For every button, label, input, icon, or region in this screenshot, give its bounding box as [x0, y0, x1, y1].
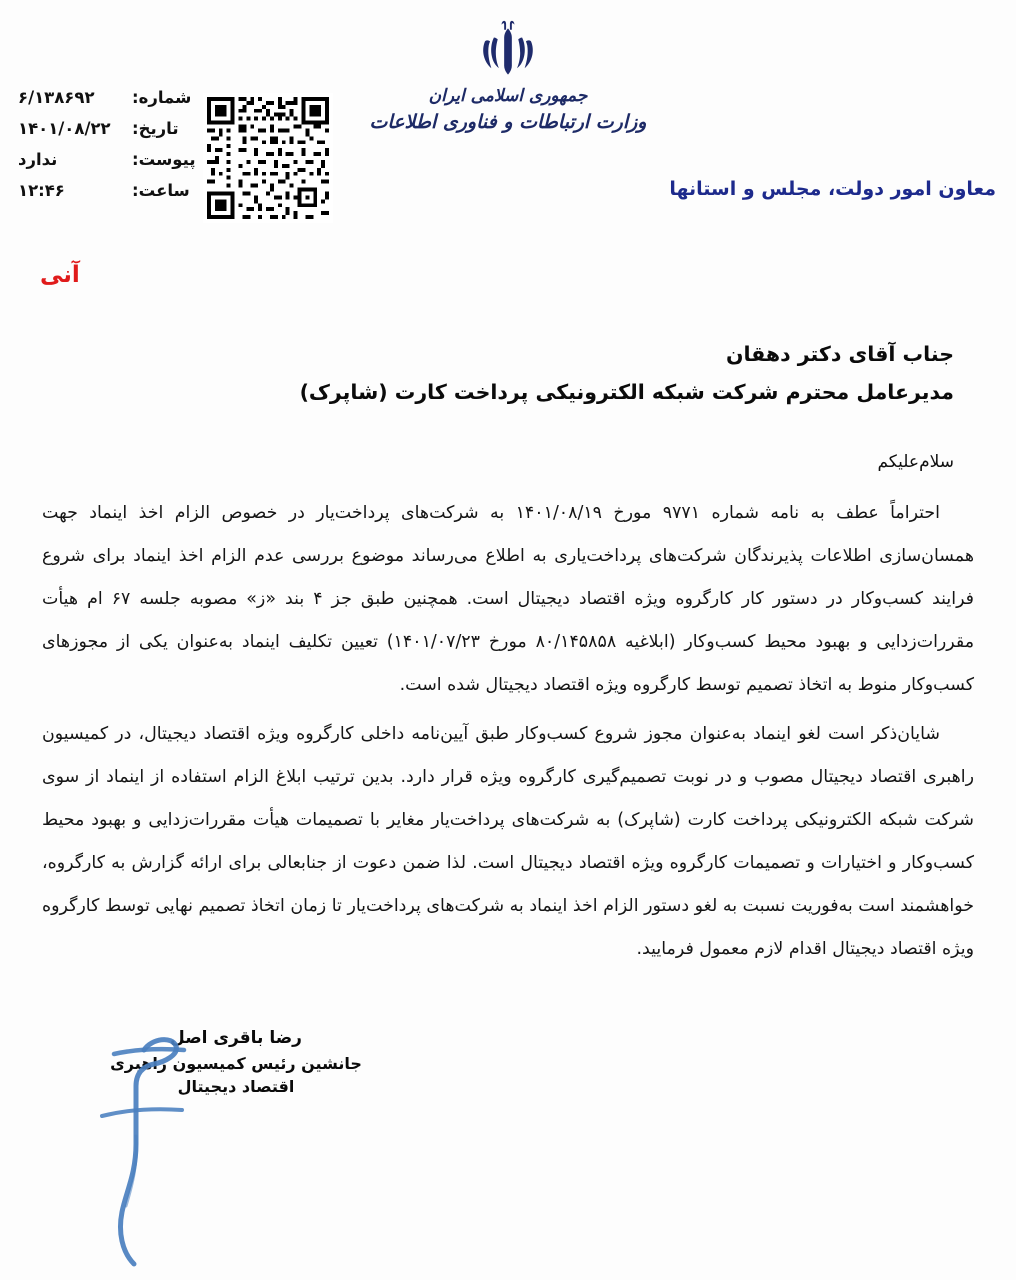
meta-row-attachment — [8, 150, 198, 181]
meta-label-date: تاریخ: — [132, 119, 179, 138]
signature-block — [86, 1026, 386, 1098]
body-paragraph: شایان‌ذکر است لغو اینماد به‌عنوان مجوز شروع کسب‌وکار طبق آیین‌نامه داخلی کارگروه ویژه اقتصاد دیجیتال، در کمیسیون راهبری اقتصاد دیجیتال مصوب و در نوبت تصمیم‌گیری کارگروه ویژه قرار دارد. بدین ترتیب ابلاغ الزام استفاده از اینماد از سوی شرکت شبکه الکترونیکی پرداخت کارت (شاپرک) به شرکت‌های پرداخت‌یار مغایر با تصمیمات هیأت مقررات‌زدایی و بهبود محیط کسب‌وکار و اختیارات و تصمیمات کارگروه ویژه اقتصاد دیجیتال است. لذا ضمن دعوت از جنابعالی برای ارائه گزارش به کارگروه، خواهشمند است به‌فوریت نسبت به لغو دستور الزام اخذ اینماد به شرکت‌های پرداخت‌یار تا زمان اتخاذ تصمیم نهایی توسط کارگروه ویژه اقتصاد دیجیتال اقدام لازم معمول فرمایید. — [42, 723, 974, 959]
meta-label-number: شماره: — [132, 88, 192, 107]
signatory-role-line-1: جانشین رئیس کمیسیون راهبری — [110, 1053, 362, 1073]
meta-label-time: ساعت: — [132, 181, 190, 200]
urgency-label: آنی — [40, 262, 80, 288]
department-title: معاون امور دولت، مجلس و استانها — [669, 178, 996, 200]
meta-row-number — [8, 88, 198, 119]
meta-label-attachment: پیوست: — [132, 150, 196, 169]
header-meta-block — [8, 88, 198, 212]
signatory-name: رضا باقری اصل — [170, 1028, 302, 1048]
addressee-name: جناب آقای دکتر دهقان — [725, 342, 954, 366]
letter-body — [42, 492, 974, 971]
meta-value-time: ۱۲:۴۶ — [18, 181, 65, 200]
body-paragraph: احتراماً عطف به نامه شماره ۹۷۷۱ مورخ ۱۴۰۱/۰۸/۱۹ به شرکت‌های پرداخت‌یار در خصوص الزام اخذ اینماد جهت همسان‌سازی اطلاعات پذیرندگان شرکت‌های پرداخت‌یاری به اطلاع می‌رساند موضوع بررسی عدم الزام اخذ اینماد برای شروع فرایند کسب‌وکار در دستور کار کارگروه ویژه اقتصاد دیجیتال است. همچنین طبق جز ۴ بند «ز» مصوبه جلسه ۶۷ ام هیأت مقررات‌زدایی و بهبود محیط کسب‌وکار (ابلاغیه ۸۰/۱۴۵۸۵۸ مورخ ۱۴۰۱/۰۷/۲۳) تعیین تکلیف اینماد به‌عنوان یکی از مجوزهای کسب‌وکار منوط به اتخاذ تصمیم توسط کارگروه ویژه اقتصاد دیجیتال شده است. — [42, 503, 975, 695]
qr-code-icon — [203, 93, 333, 223]
letter-header — [0, 0, 1016, 240]
salutation: سلام‌علیکم — [877, 452, 954, 472]
meta-value-attachment: ندارد — [18, 150, 58, 169]
meta-value-number: ۶/۱۳۸۶۹۲ — [18, 88, 95, 107]
meta-row-time — [8, 181, 198, 212]
ministry-line-1: جمهوری اسلامی ایران — [428, 86, 588, 106]
meta-row-date — [8, 119, 198, 150]
ministry-line-2: وزارت ارتباطات و فناوری اطلاعات — [369, 110, 647, 133]
meta-value-date: ۱۴۰۱/۰۸/۲۲ — [18, 119, 111, 138]
signatory-role-line-2: اقتصاد دیجیتال — [177, 1076, 295, 1096]
iran-emblem-icon — [476, 18, 540, 80]
addressee-block — [300, 336, 954, 412]
addressee-title: مدیرعامل محترم شرکت شبکه الکترونیکی پرداخت کارت (شاپرک) — [299, 379, 954, 404]
